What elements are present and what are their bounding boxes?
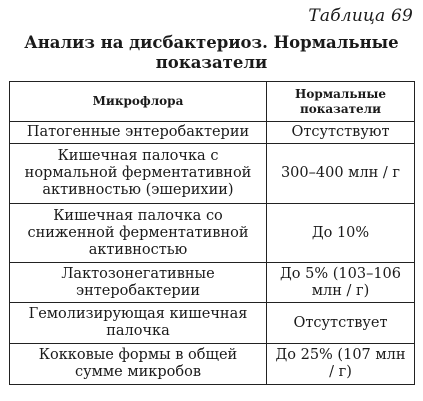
- microflora-cell: Кокковые формы в общей сумме микробов: [10, 344, 267, 385]
- column-header-norms: Нормальные показатели: [267, 82, 415, 122]
- table-number: Таблица 69: [308, 6, 413, 26]
- microflora-cell: Кишечная палочка с нормальной ферментативной активностью (эшерихии): [10, 144, 267, 204]
- norm-cell: До 25% (107 млн / г): [267, 344, 415, 385]
- page-title: Анализ на дисбактериоз. Нормальные показатели: [24, 33, 399, 72]
- microflora-cell: Патогенные энтеробактерии: [10, 122, 267, 144]
- microflora-cell: Кишечная палочка со сниженной ферментативной активностью: [10, 204, 267, 263]
- table-row: [10, 263, 415, 303]
- table-header-row: [10, 82, 415, 122]
- norm-cell: До 10%: [267, 204, 415, 263]
- table-row: [10, 204, 415, 263]
- table-row: [10, 144, 415, 204]
- table-row: [10, 122, 415, 144]
- column-header-microflora: Микрофлора: [10, 82, 267, 122]
- norm-cell: 300–400 млн / г: [267, 144, 415, 204]
- microflora-cell: Лактозонегативные энтеробактерии: [10, 263, 267, 303]
- table-row: [10, 303, 415, 344]
- norm-cell: Отсутствуют: [267, 122, 415, 144]
- norm-cell: До 5% (103–106 млн / г): [267, 263, 415, 303]
- microflora-cell: Гемолизирующая кишечная палочка: [10, 303, 267, 344]
- norms-table: [9, 81, 415, 385]
- norm-cell: Отсутствует: [267, 303, 415, 344]
- table-row: [10, 344, 415, 385]
